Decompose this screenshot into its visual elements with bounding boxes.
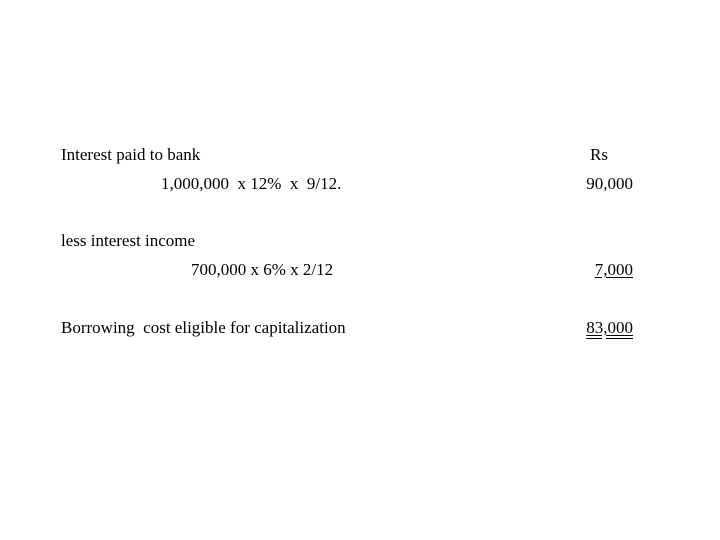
borrowing-cost-amount: 83,000 [586,318,633,337]
interest-income-amount: 7,000 [594,260,633,279]
currency-header: Rs [590,145,608,164]
interest-income-label: less interest income [61,231,196,250]
interest-paid-formula: 1,000,000 x 12% x 9/12. [161,174,342,193]
borrowing-cost-label: Borrowing cost eligible for capitalization [61,318,346,337]
interest-paid-label: Interest paid to bank [61,145,201,164]
interest-income-formula: 700,000 x 6% x 2/12 [191,260,334,279]
interest-paid-amount: 90,000 [586,174,633,193]
